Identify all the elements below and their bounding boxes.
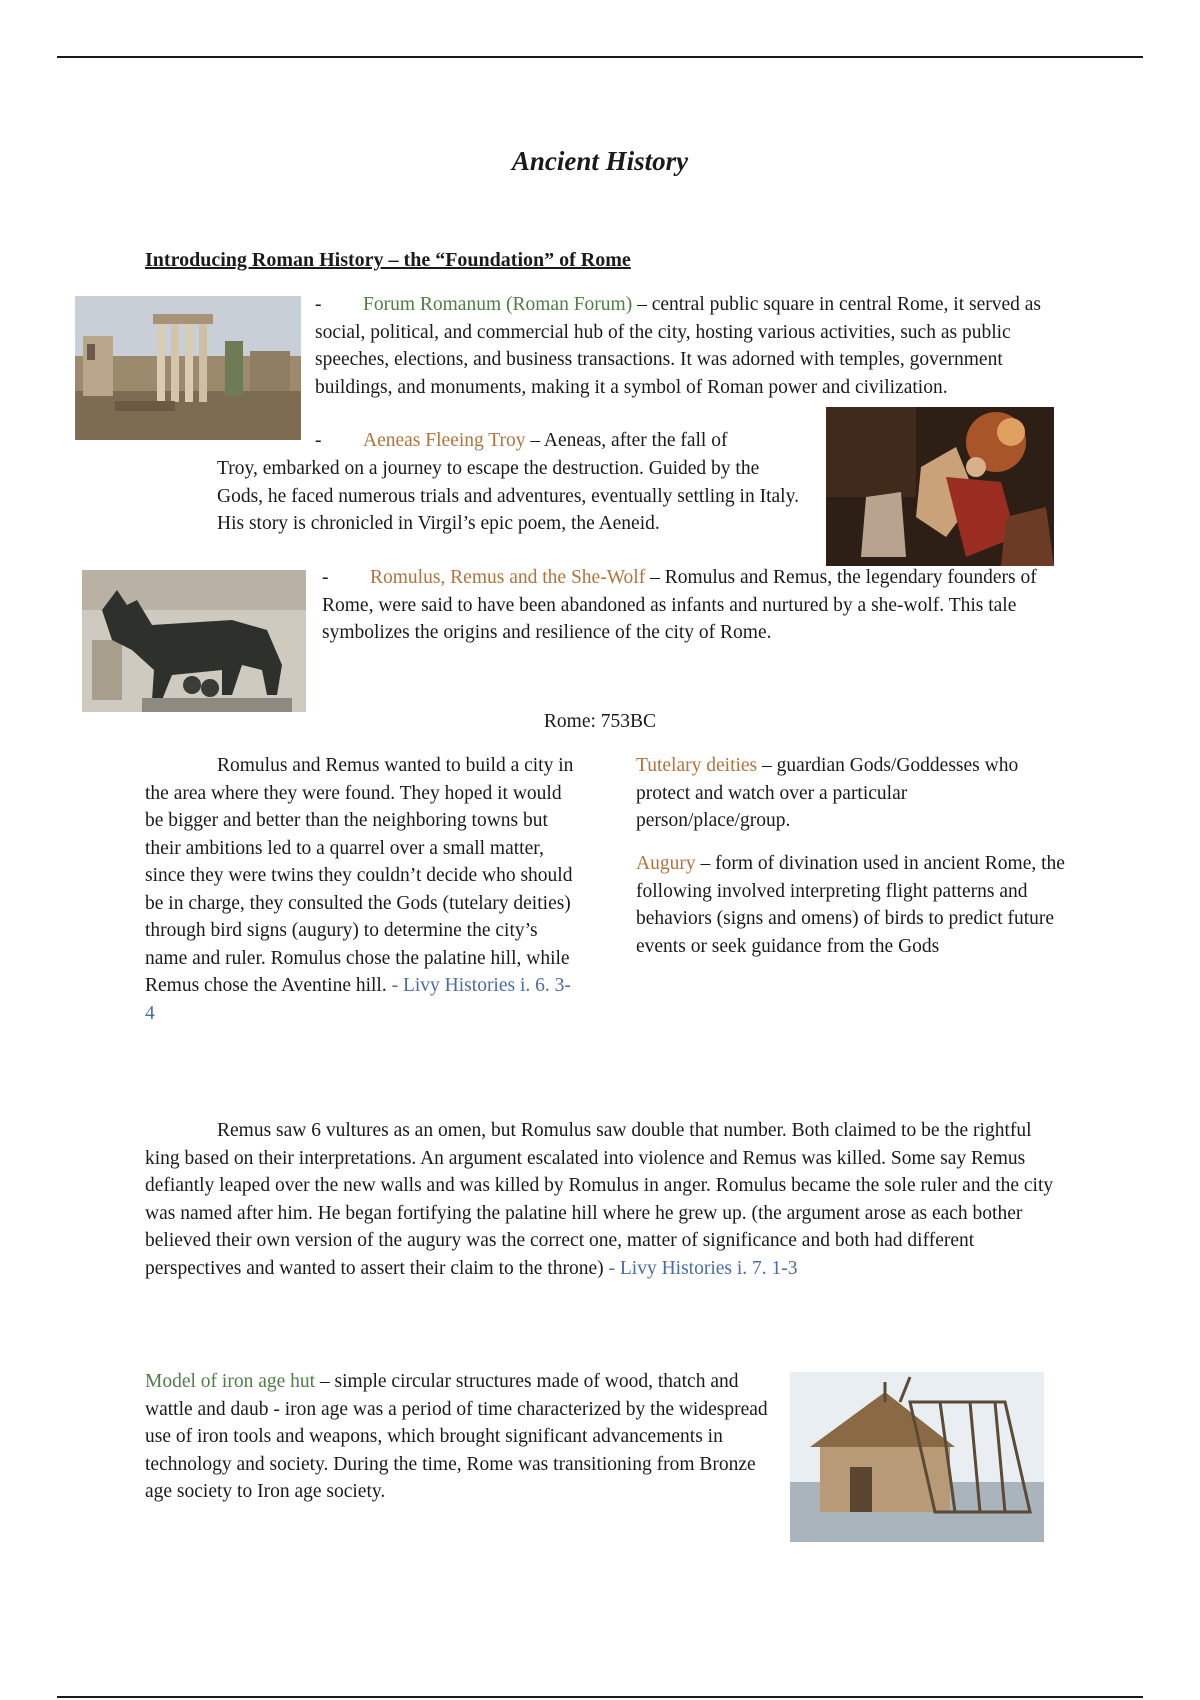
date-line: Rome: 753BC [543, 711, 657, 732]
livy-citation-1: - Livy Histories i. 6. 3-4 [145, 975, 571, 1024]
romulus-term: Romulus, Remus and the She-Wolf [370, 567, 646, 588]
augury-term: Augury [636, 853, 696, 874]
romulus-text: – Romulus and Remus, the legendary founders of Rome, were said to have been abandoned as infants and nurtured by a she-wolf. This tale symbolizes the origins and resilience of the city of Rome. [322, 567, 1037, 643]
page-title: Ancient History [511, 146, 689, 176]
tutelary-term: Tutelary deities [636, 755, 758, 776]
hut-term: Model of iron age hut [145, 1371, 316, 1392]
romulus-remus-paragraph [145, 752, 575, 1027]
aeneas-term: Aeneas Fleeing Troy [363, 430, 526, 451]
tutelary-definition [636, 752, 1066, 835]
forum-image [75, 296, 301, 440]
bottom-rule [57, 1696, 1143, 1698]
section-heading: Introducing Roman History – the “Foundation” of Rome [145, 249, 631, 271]
romulus-paragraph [322, 564, 1057, 647]
bullet-dash: - [315, 430, 322, 451]
aeneas-paragraph: Troy, embarked on a journey to escape the destruction. Guided by the Gods, he faced numerous trials and adventures, eventually settling in Italy. His story is chronicled in Virgil’s epic poem, the Aeneid. [217, 458, 799, 534]
iron-age-hut-image [790, 1372, 1044, 1542]
vultures-paragraph [145, 1117, 1065, 1282]
tutelary-text: – guardian Gods/Goddesses who protect and watch over a particular person/place/group. [636, 755, 1019, 831]
augury-text: – form of divination used in ancient Rome, the following involved interpreting flight patterns and behaviors (signs and omens) of birds to predict future events or seek guidance from the Gods [636, 853, 1065, 957]
top-rule [57, 56, 1143, 58]
aeneas-text-1: – Aeneas, after the fall of [525, 430, 728, 451]
augury-definition [636, 850, 1066, 960]
bullet-dash: - [322, 567, 329, 588]
aeneas-first-line [315, 427, 805, 455]
forum-paragraph [315, 291, 1050, 401]
she-wolf-statue-image [82, 570, 306, 712]
forum-text: – central public square in central Rome, it served as social, political, and commercial hub of the city, hosting various activities, such as public speeches, elections, and business transactions. It was adorned with temples, government buildings, and monuments, making it a symbol of Roman power and civilization. [315, 294, 1042, 398]
bullet-dash: - [315, 294, 322, 315]
hut-text: – simple circular structures made of wood, thatch and wattle and daub - iron age was a period of time characterized by the widespread use of iron tools and weapons, which brought significant advancements in technology and society. During the time, Rome was transitioning from Bronze age society to Iron age society. [145, 1371, 768, 1502]
aeneas-painting-image [826, 407, 1054, 566]
iron-age-hut-paragraph [145, 1368, 770, 1506]
romulus-remus-text: Romulus and Remus wanted to build a city in the area where they were found. They hoped it would be bigger and better than the neighboring towns but their ambitions led to a quarrel over a small matter, since they were twins they couldn’t decide who should be in charge, they consulted the Gods (tutelary deities) through bird signs (augury) to determine the city’s name and ruler. Romulus chose the palatine hill, while Remus chose the Aventine hill. [145, 755, 574, 996]
vultures-text: Remus saw 6 vultures as an omen, but Romulus saw double that number. Both claimed to be the rightful king based on their interpretations. An argument escalated into violence and Remus was killed. Some say Remus defiantly leaped over the new walls and was killed by Romulus in anger. Romulus became the sole ruler and the city was named after him. He began fortifying the palatine hill where he grew up. (the argument arose as each bother believed their own version of the augury was the correct one, matter of significance and both had different perspectives and wanted to assert their claim to the throne) [145, 1120, 1054, 1279]
forum-term: Forum Romanum (Roman Forum) [363, 294, 633, 315]
livy-citation-2: - Livy Histories i. 7. 1-3 [603, 1257, 798, 1279]
